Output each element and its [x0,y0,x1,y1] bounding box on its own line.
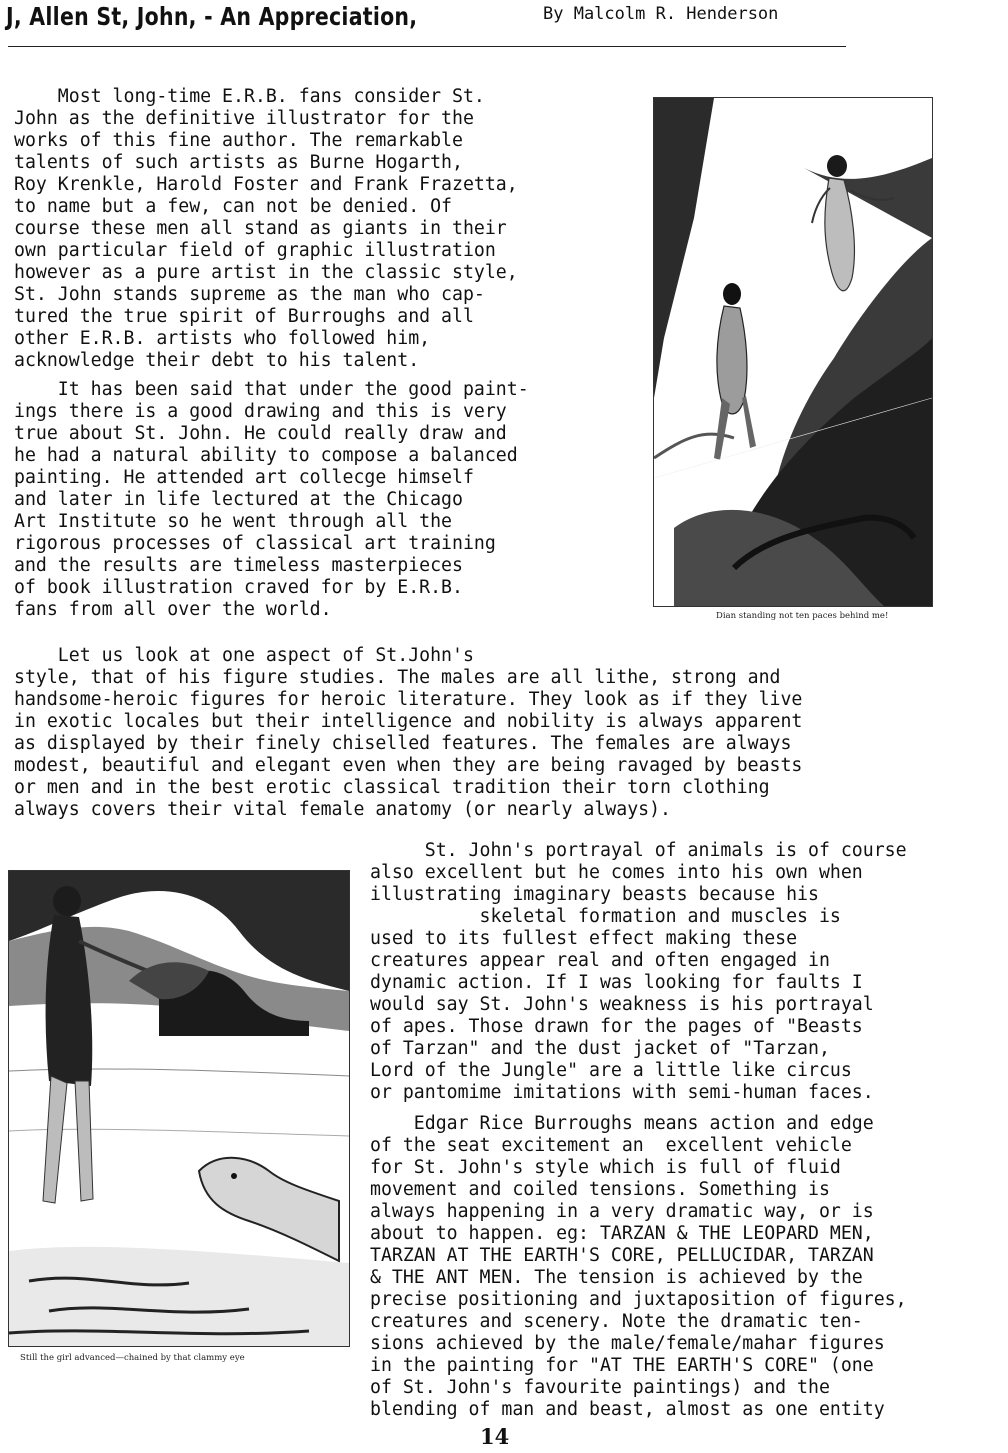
illustration-dian-on-cliff [653,97,933,607]
paragraph-4: St. John's portrayal of animals is of course also excellent but he comes into his own when illustrating imaginary beasts because his skeletal formation and muscles is used to its fullest effect making these creatures appear real and often engaged in dynamic action. If I was looking for faults I would say St. John's weakness is his portrayal of apes. Those drawn for the pages of "Beasts of Tarzan" and the dust jacket of "Tarzan, Lord of the Jungle" are a little like circus or pantomime imitations with semi-human faces. [370,840,907,1103]
article-title: J, Allen St, John, - An Appreciation, [6,2,418,31]
caption-girl: Still the girl advanced—chained by that clammy eye [20,1353,245,1363]
caption-dian: Dian standing not ten paces behind me! [716,611,889,621]
header-rule [8,46,846,47]
cliff-scene-drawing [654,98,932,606]
article-byline: By Malcolm R. Henderson [543,4,779,24]
illustration-girl-in-water [8,870,350,1347]
paragraph-2: It has been said that under the good paint- ings there is a good drawing and this is very true about St. John. He could really draw and he had a natural ability to compose a balanced painting. He attended art collecge himself and later in life lectured at the Chicago Art Institute so he went through all the rigorous processes of classical art training and the results are timeless masterpieces of book illustration craved for by E.R.B. fans from all over the world. [14,379,529,620]
water-scene-drawing [9,871,349,1346]
paragraph-5: Edgar Rice Burroughs means action and edge of the seat excitement an excellent vehicle for St. John's style which is full of fluid movement and coiled tensions. Something is always happening in a very dramatic way, or is about to happen. eg: TARZAN & THE LEOPARD MEN, TARZAN AT THE EARTH'S CORE, PELLUCIDAR, TARZAN & THE ANT MEN. The tension is achieved by the precise positioning and juxtaposition of figures, creatures and scenery. Note the dramatic ten- sions achieved by the male/female/mahar figures in the painting for "AT THE EARTH'S CORE" (one of St. John's favourite paintings) and the blending of man and beast, almost as one entity [370,1113,907,1420]
paragraph-3: Let us look at one aspect of St.John's style, that of his figure studies. The males are all lithe, strong and handsome-heroic figures for heroic literature. They look as if they live in exotic locales but their intelligence and nobility is always apparent as displayed by their finely chiselled features. The females are always modest, beautiful and elegant even when they are being ravaged by beasts or men and in the best erotic classical tradition their torn clothing always covers their vital female anatomy (or nearly always). [14,645,803,820]
paragraph-1: Most long-time E.R.B. fans consider St. John as the definitive illustrator for the works of this fine author. The remarkable talents of such artists as Burne Hogarth, Roy Krenkle, Harold Foster and Frank Frazetta, to name but a few, can not be denied. Of course these men all stand as giants in their own particular field of graphic illustration however as a pure artist in the classic style, St. John stands supreme as the man who cap- tured the true spirit of Burroughs and all other E.R.B. artists who followed him, acknowledge their debt to his talent. [14,86,518,371]
page-number: 14 [480,1424,510,1449]
